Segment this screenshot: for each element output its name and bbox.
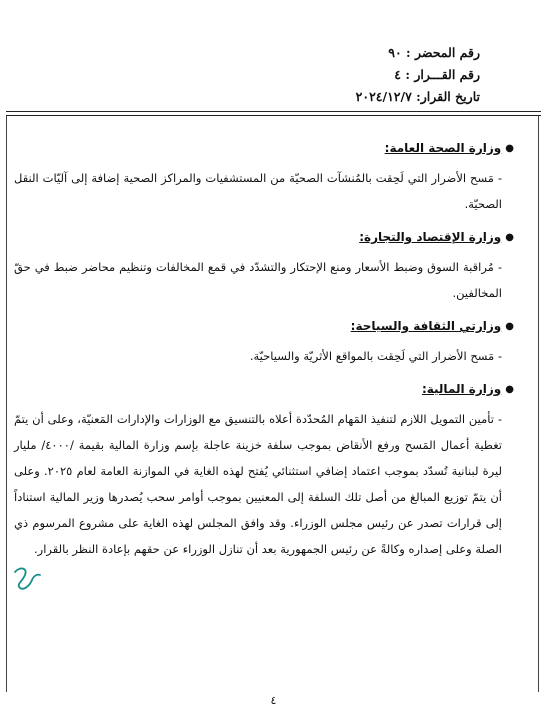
section-title: وزارة الصحة العامة: — [384, 141, 502, 155]
section-title: وزارة الإقتصاد والتجارة: — [359, 230, 502, 244]
bullet-icon: ● — [505, 384, 514, 395]
decision-date: تاريخ القرار: ٢٠٢٤/١٢/٧ — [355, 89, 480, 104]
bullet-icon: ● — [505, 232, 514, 243]
bullet-icon: ● — [505, 321, 514, 332]
document-body — [14, 140, 514, 574]
document-header — [40, 42, 480, 108]
section-public-health — [14, 140, 514, 217]
section-text: - مَسح الأضرار التي لَحِقت بالمواقع الأثريّة والسياحيّة. — [249, 349, 502, 363]
section-text: - تأمين التمويل اللازم لتنفيذ المَهام المُحدّدة أعلاه بالتنسيق مع الوزارات والإدارات المَعنيّة، وعلى أن يتمّ تغطية أعمال المَسح ورفع الأنقاض بموجب سلفة خزينة عاجلة بإسم وزارة المالية بقيمة /٤٠٠٠/ مليار ليرة لبنانية تُسدّد بموجب اعتماد إضافي استثنائي يُفتح لهذه الغاية في الموازنة العامة لعام ٢٠٢٥. وعلى أن يتمّ توزيع المبالغ من أصل تلك السلفة إلى المعنيين بموجب أوامر سحب يُصدرها وزير المالية استناداً إلى قرارات تصدر عن رئيس مجلس الوزراء. وقد وافق المجلس لهذه الغاية على مشروع المرسوم ذي الصلة وعلى إصداره وكالةً عن رئيس الجمهورية بعد أن تنازل الوزراء عن حقهم بإعادة النظر بالقرار. — [14, 412, 502, 556]
section-text: - مُراقبة السوق وضبط الأسعار ومنع الإحتكار والتشدّد في قمع المخالفات وتنظيم محاضر ضبط في حقّ المخالفين. — [14, 260, 502, 300]
section-culture-tourism — [14, 318, 514, 369]
session-number: رقم المحضر : ٩٠ — [388, 45, 480, 60]
section-economy — [14, 229, 514, 306]
section-title: وزارة المالية: — [421, 382, 502, 396]
section-finance — [14, 381, 514, 562]
page-number: ٤ — [270, 694, 277, 707]
section-text: - مَسح الأضرار التي لَحِقت بالمُنشآت الصحيّة من المستشفيات والمراكز الصحية إضافة إلى آليّات النقل الصحيّة. — [14, 171, 502, 211]
decision-number: رقم القـــرار : ٤ — [394, 67, 480, 82]
bullet-icon: ● — [505, 143, 514, 154]
signature-icon — [12, 562, 42, 592]
section-title: وزارتي الثقافة والسياحة: — [350, 319, 502, 333]
